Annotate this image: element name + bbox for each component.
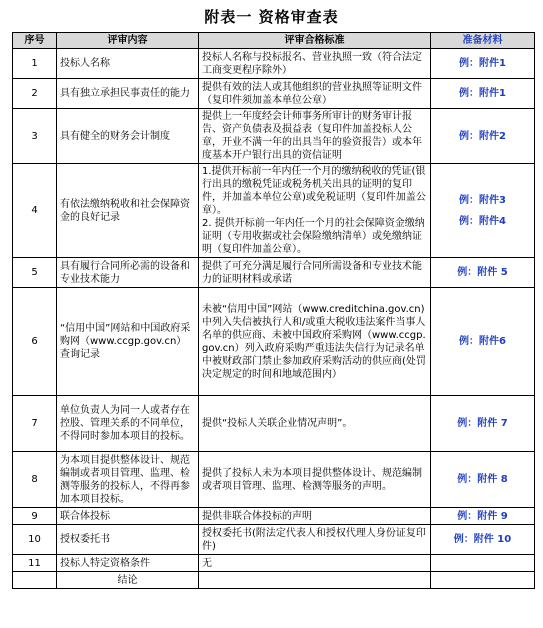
review-item: 投标人名称: [57, 49, 199, 79]
page-title: 附表一 资格审查表: [204, 8, 339, 26]
material-cell: [431, 555, 535, 572]
qualification-standard: 1.提供开标前一年内任一个月的缴纳税收的凭证(银行出具的缴税凭证或税务机关出具的证明的复印件，并加盖本单位公章)或免税证明（复印件加盖公章）。 2. 提供开标前一年内任一个月的社会保障资金缴纳证明（专用收据或社会保险缴纳清单）或免缴纳证明（复印件加盖公章）。: [199, 164, 431, 258]
table-row: [13, 508, 535, 525]
material-reference: 例：附件 10: [453, 534, 512, 545]
qualification-standard: 提供“投标人关联企业情况声明”。: [199, 396, 431, 452]
conclusion-material-cell: [431, 572, 535, 589]
review-item: “信用中国”网站和中国政府采购网（www.ccgp.gov.cn）查询记录: [57, 288, 199, 396]
material-cell: [431, 452, 535, 508]
material-cell: [431, 396, 535, 452]
table-row: [13, 258, 535, 288]
table-row: [13, 49, 535, 79]
review-item: 授权委托书: [57, 525, 199, 555]
row-number: 10: [13, 525, 57, 555]
table-row: [13, 396, 535, 452]
qualification-standard: 提供上一年度经会计师事务所审计的财务审计报告、资产负债表及损益表（复印件加盖投标人公章，开业不满一年的出具当年的验资报告）或本年度基本开户银行出具的资信证明: [199, 109, 431, 164]
row-number: 7: [13, 396, 57, 452]
review-item: 投标人特定资格条件: [57, 555, 199, 572]
material-cell: [431, 164, 535, 258]
header-item: 评审内容: [57, 33, 199, 49]
material-reference: 例：附件 7: [457, 418, 508, 429]
material-reference: 例：附件4: [459, 215, 506, 227]
review-item: 为本项目提供整体设计、规范编制或者项目管理、监理、检测等服务的投标人，不得再参加本项目投标。: [57, 452, 199, 508]
table-row: [13, 109, 535, 164]
qualification-standard: 提供有效的法人或其他组织的营业执照等证明文件（复印件须加盖本单位公章）: [199, 79, 431, 109]
table-row: [13, 79, 535, 109]
row-number: 8: [13, 452, 57, 508]
header-no: 序号: [13, 33, 57, 49]
material-reference: 例：附件 5: [457, 267, 508, 278]
review-item: 联合体投标: [57, 508, 199, 525]
material-reference: 例：附件6: [459, 336, 506, 347]
material-cell: [431, 508, 535, 525]
review-item: 有依法缴纳税收和社会保障资金的良好记录: [57, 164, 199, 258]
row-number: 3: [13, 109, 57, 164]
qualification-standard: 提供了可充分满足履行合同所需设备和专业技术能力的证明材料或承诺: [199, 258, 431, 288]
table-row: [13, 555, 535, 572]
table-body: [13, 49, 535, 572]
material-reference: 例：附件 8: [457, 474, 508, 485]
material-reference: 例：附件2: [459, 130, 506, 142]
material-cell: [431, 258, 535, 288]
material-cell: [431, 288, 535, 396]
conclusion-label: 结论: [57, 572, 199, 589]
review-item: 具有独立承担民事责任的能力: [57, 79, 199, 109]
material-cell: [431, 109, 535, 164]
qualification-standard: 提供了投标人未为本项目提供整体设计、规范编制或者项目管理、监理、检测等服务的声明。: [199, 452, 431, 508]
row-number: 9: [13, 508, 57, 525]
material-reference: 例：附件1: [459, 88, 506, 99]
material-cell: [431, 525, 535, 555]
row-number: 2: [13, 79, 57, 109]
row-number: 4: [13, 164, 57, 258]
qualification-standard: 投标人名称与投标报名、营业执照一致（符合法定工商变更程序除外）: [199, 49, 431, 79]
material-reference: 例：附件 9: [457, 510, 508, 522]
material-cell: [431, 79, 535, 109]
qualification-table: [12, 32, 535, 589]
review-item: 单位负责人为同一人或者存在控股、管理关系的不同单位，不得同时参加本项目的投标。: [57, 396, 199, 452]
qualification-standard: 无: [199, 555, 431, 572]
table-row: [13, 288, 535, 396]
row-number: 6: [13, 288, 57, 396]
qualification-standard: 提供非联合体投标的声明: [199, 508, 431, 525]
row-number: 1: [13, 49, 57, 79]
conclusion-standard-cell: [199, 572, 431, 589]
qualification-standard: 授权委托书(附法定代表人和授权代理人身份证复印件): [199, 525, 431, 555]
material-reference: 例：附件3: [459, 194, 506, 206]
table-row: [13, 452, 535, 508]
table-row: [13, 525, 535, 555]
table-header-row: [13, 33, 535, 49]
material-cell: [431, 49, 535, 79]
row-number: 5: [13, 258, 57, 288]
header-material: 准备材料: [431, 33, 535, 49]
review-item: 具有健全的财务会计制度: [57, 109, 199, 164]
conclusion-no-cell: [13, 572, 57, 589]
qualification-standard: 未被“信用中国”网站（www.creditchina.gov.cn)中列入失信被执行人和/或重大税收违法案件当事人名单的供应商、未被中国政府采购网（www.ccgp.gov.cn）列入政府采购严重违法失信行为记录名单中被财政部门禁止参加政府采购活动的供应商(处罚决定规定的时间和地域范围内）: [199, 288, 431, 396]
review-item: 具有履行合同所必需的设备和专业技术能力: [57, 258, 199, 288]
conclusion-row: [13, 572, 535, 589]
row-number: 11: [13, 555, 57, 572]
header-standard: 评审合格标准: [199, 33, 431, 49]
table-row: [13, 164, 535, 258]
material-reference: 例：附件1: [459, 58, 506, 69]
